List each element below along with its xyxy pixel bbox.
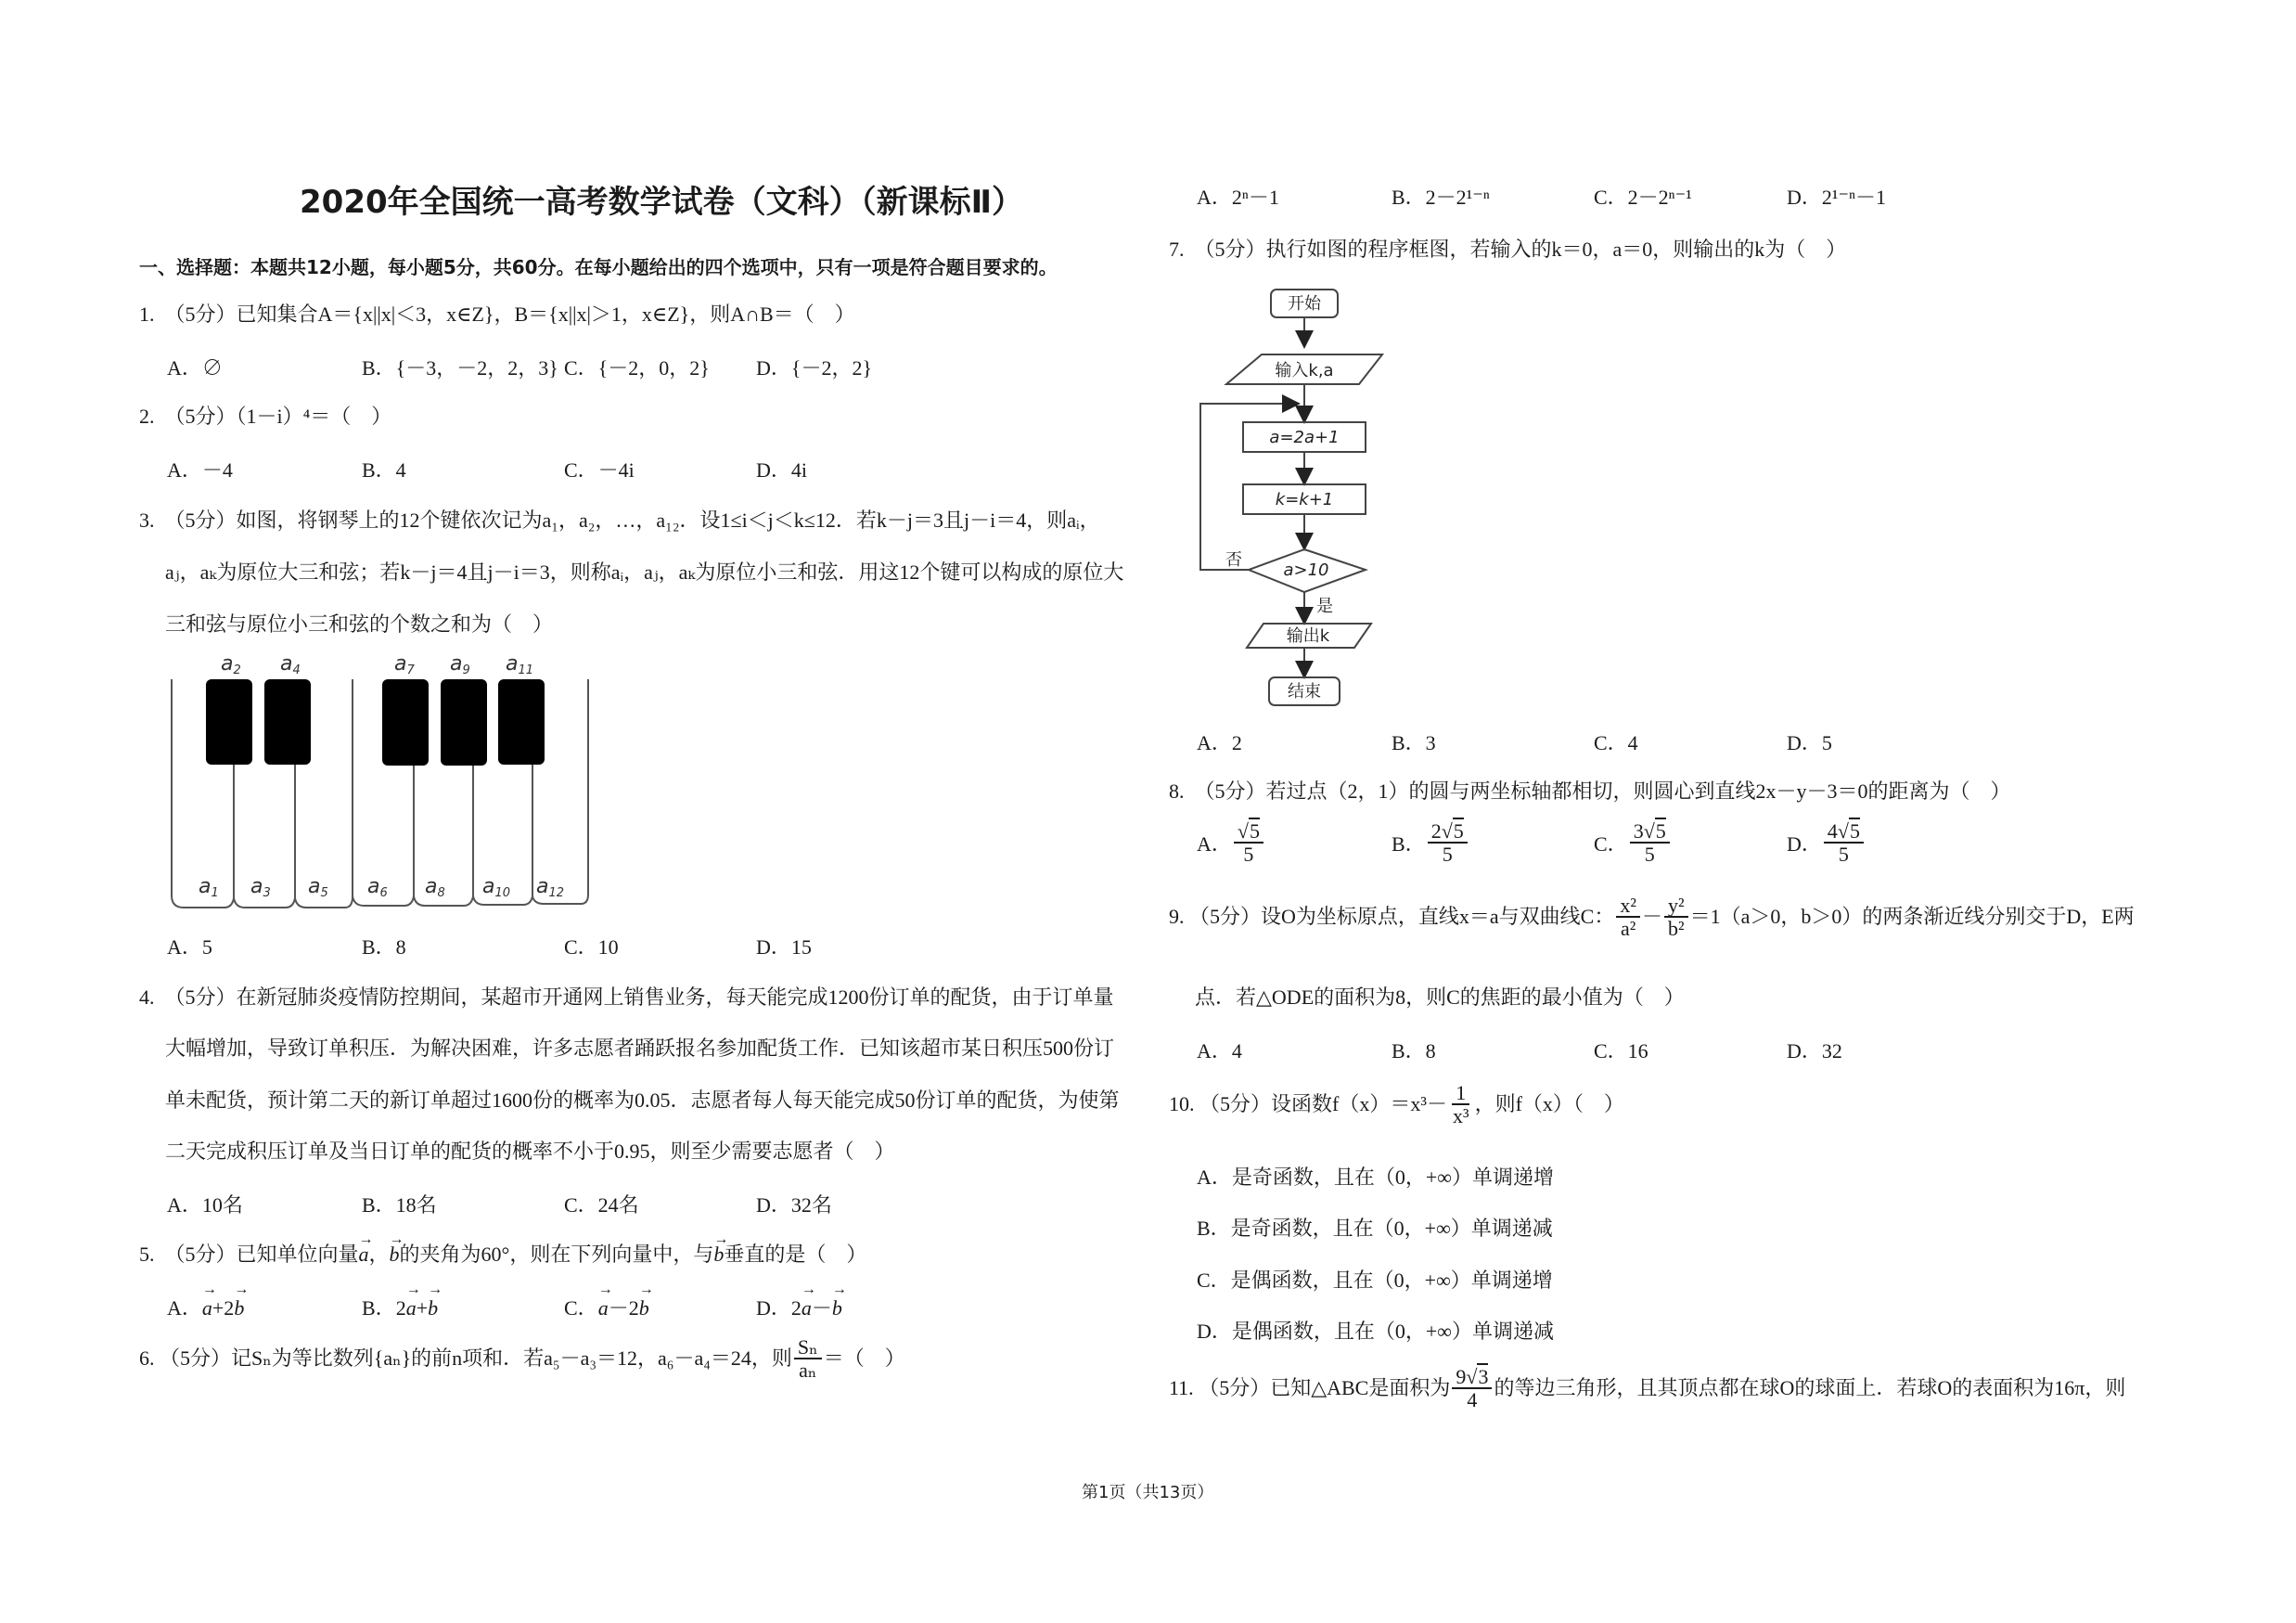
question-5: [139, 1241, 866, 1269]
svg-text:a10: a10: [482, 875, 511, 900]
fraction-x2-a2: [1616, 895, 1640, 939]
question-number: 5.: [139, 1243, 155, 1266]
svg-text:a8: a8: [425, 875, 445, 900]
option-3b[interactable]: B．8: [362, 935, 406, 959]
fraction-numerator: y²: [1664, 895, 1688, 918]
option-op: +2: [212, 1296, 235, 1320]
option-3d[interactable]: D．15: [756, 935, 812, 959]
fraction: [1824, 820, 1864, 865]
flowchart-no-label: 否: [1225, 550, 1242, 570]
vector-a: → a: [598, 1296, 609, 1320]
fraction-numerator: 3√5: [1630, 820, 1670, 844]
svg-text:a3: a3: [250, 875, 271, 900]
question-score: （5分）: [164, 985, 237, 1009]
coefficient: 4: [1827, 819, 1838, 843]
fraction: [1234, 820, 1263, 865]
question-8: [1169, 778, 2011, 805]
question-tail: ＝（ ）: [823, 1346, 905, 1371]
fraction-numerator: 4√5: [1824, 820, 1864, 844]
question-score: （5分）: [1189, 905, 1262, 929]
svg-text:a9: a9: [450, 652, 470, 677]
svg-text:a4: a4: [280, 652, 301, 677]
fraction-1-over-x3: [1449, 1082, 1473, 1127]
option-4b[interactable]: B．18名: [362, 1193, 437, 1217]
svg-text:a11: a11: [506, 652, 534, 677]
option-9c[interactable]: C．16: [1594, 1039, 1648, 1063]
radicand: 5: [1849, 819, 1860, 843]
option-9d[interactable]: D．32: [1787, 1039, 1842, 1063]
vector-b: → b: [639, 1296, 649, 1320]
svg-text:a12: a12: [536, 875, 565, 900]
option-label: D．: [1787, 831, 1822, 856]
option-6a[interactable]: A．2ⁿ－1: [1197, 186, 1279, 209]
option-1b[interactable]: B．{－3，－2，2，3}: [362, 356, 558, 380]
flowchart-step2-label: k=k+1: [1275, 490, 1334, 509]
piano-keyboard-figure: [167, 650, 594, 919]
flowchart-start-label: 开始: [1288, 294, 1321, 314]
question-text: 的夹角为60°，则在下列向量中，与: [399, 1243, 714, 1266]
svg-text:a5: a5: [308, 875, 328, 900]
vector-a: → a: [406, 1296, 417, 1320]
section-heading: 一、选择题：本题共12小题，每小题5分，共60分。在每小题给出的四个选项中，只有一项是符合题目要求的。: [139, 256, 1058, 278]
option-label: B．: [1392, 831, 1426, 856]
question-text-line-1: 如图，将钢琴上的12个键依次记为a₁，a₂，…，a₁₂．设1≤i＜j＜k≤12．若k－j＝3且j－i＝4，则aᵢ，: [236, 509, 1100, 532]
question-text-line-1: 在新冠肺炎疫情防控期间，某超市开通网上销售业务，每天能完成1200份订单的配货，由于订单量: [236, 985, 1114, 1009]
radicand: 5: [1249, 819, 1260, 843]
option-10b[interactable]: B．是奇函数，且在（0，+∞）单调递减: [1197, 1217, 1553, 1240]
page-title: 2020年全国统一高考数学试卷（文科）（新课标Ⅱ）: [300, 184, 1024, 221]
question-text: 垂直的是（ ）: [724, 1243, 867, 1266]
question-number: 6.: [139, 1346, 155, 1371]
question-text: 设函数f（x）＝x³－: [1271, 1092, 1447, 1116]
flowchart-step1-label: a=2a+1: [1269, 428, 1340, 447]
question-4-line-3: 单未配货，预计第二天的新订单超过1600份的概率为0.05．志愿者每人每天能完成50份订单的配货，为使第: [165, 1088, 1120, 1112]
option-op: －: [811, 1296, 832, 1320]
option-2c[interactable]: C．－4i: [564, 458, 635, 482]
question-4-line-4: 二天完成积压订单及当日订单的配货的概率不小于0.95，则至少需要志愿者（ ）: [165, 1140, 895, 1163]
vector-b: → b: [713, 1241, 724, 1269]
question-number: 3.: [139, 509, 155, 532]
svg-text:a6: a6: [367, 875, 388, 900]
question-text: （1－i）⁴＝（ ）: [236, 405, 392, 428]
option-9a[interactable]: A．4: [1197, 1039, 1242, 1063]
question-text: ＝1（a＞0，b＞0）的两条渐近线分别交于D，E两: [1689, 905, 2135, 929]
option-label: B．: [362, 1296, 396, 1320]
option-7d[interactable]: D．5: [1787, 731, 1832, 754]
option-label: C．: [1594, 831, 1628, 856]
vector-a: → a: [359, 1241, 369, 1269]
question-9: [1169, 895, 2135, 939]
question-text: 设O为坐标原点，直线x＝a与双曲线C：: [1261, 905, 1615, 929]
option-2d[interactable]: D．4i: [756, 458, 808, 482]
svg-text:a7: a7: [394, 652, 415, 677]
fraction-denominator: aₙ: [799, 1359, 817, 1383]
question-3-line-3: 三和弦与原位小三和弦的个数之和为（ ）: [165, 612, 554, 636]
fraction-sn-over-an: [794, 1336, 822, 1381]
fraction-numerator: 9√3: [1452, 1366, 1492, 1389]
fraction-denominator: b²: [1667, 917, 1685, 941]
minus-sign: －: [1641, 905, 1662, 929]
question-number: 4.: [139, 985, 155, 1009]
vector-b: → b: [234, 1296, 244, 1320]
question-score: （5分）: [1199, 1092, 1272, 1116]
option-7a[interactable]: A．2: [1197, 731, 1242, 754]
option-6c[interactable]: C．2－2ⁿ⁻¹: [1594, 186, 1692, 209]
fraction-numerator: 2√5: [1428, 820, 1468, 844]
fraction-numerator: x²: [1616, 895, 1640, 918]
option-4a[interactable]: A．10名: [167, 1193, 243, 1217]
option-4c[interactable]: C．24名: [564, 1193, 639, 1217]
option-10c[interactable]: C．是偶函数，且在（0，+∞）单调递增: [1197, 1269, 1553, 1292]
question-9-line-2: 点．若△ODE的面积为8，则C的焦距的最小值为（ ）: [1195, 985, 1685, 1009]
fraction-area: [1452, 1366, 1492, 1410]
question-score: （5分）: [1194, 779, 1266, 803]
flowchart-yes-label: 是: [1316, 597, 1333, 616]
svg-text:a1: a1: [199, 875, 219, 900]
question-text: 记Sₙ为等比数列{aₙ}的前n项和．若a₅－a₃＝12，a₆－a₄＝24，则: [231, 1346, 792, 1371]
option-5c[interactable]: [564, 1293, 649, 1321]
option-label: D．: [756, 1296, 791, 1320]
question-text: 执行如图的程序框图，若输入的k＝0，a＝0，则输出的k为（ ）: [1265, 238, 1847, 261]
option-7c[interactable]: C．4: [1594, 731, 1638, 754]
question-3: [139, 507, 1100, 535]
vector-a: → a: [802, 1296, 812, 1320]
question-score: （5分）: [1194, 238, 1266, 261]
radicand: 5: [1655, 819, 1666, 843]
option-label: C．: [564, 1296, 598, 1320]
radicand: 5: [1453, 819, 1464, 843]
question-text: ，: [368, 1243, 390, 1266]
fraction-denominator: 5: [1243, 843, 1254, 867]
option-6b[interactable]: B．2－2¹⁻ⁿ: [1392, 186, 1490, 209]
option-8b[interactable]: [1392, 820, 1469, 865]
option-5a[interactable]: [167, 1293, 244, 1321]
option-label: A．: [1197, 831, 1232, 856]
flowchart-condition-label: a>10: [1283, 560, 1329, 580]
option-5b[interactable]: [362, 1293, 438, 1321]
question-4-line-2: 大幅增加，导致订单积压．为解决困难，许多志愿者踊跃报名参加配货工作．已知该超市某日积压500份订: [165, 1037, 1115, 1060]
fraction: [1630, 820, 1670, 865]
question-text: ，则f（x）（ ）: [1474, 1092, 1624, 1116]
flowchart-output-label: 输出k: [1286, 626, 1330, 646]
question-score: （5分）: [164, 405, 237, 428]
option-8d[interactable]: [1787, 820, 1866, 865]
option-3c[interactable]: C．10: [564, 935, 619, 959]
option-1a[interactable]: A．∅: [167, 356, 223, 380]
question-10: [1169, 1082, 1624, 1127]
option-1d[interactable]: D．{－2，2}: [756, 356, 873, 380]
flowchart-input-label: 输入k,a: [1275, 361, 1334, 380]
option-2b[interactable]: B．4: [362, 458, 406, 482]
question-text: 已知集合A＝{x||x|＜3，x∈Z}，B＝{x||x|＞1，x∈Z}，则A∩B＝（ ）: [236, 303, 855, 326]
fraction: [1428, 820, 1468, 865]
option-coef: 2: [790, 1296, 802, 1320]
option-10d[interactable]: D．是偶函数，且在（0，+∞）单调递减: [1197, 1320, 1554, 1343]
option-10a[interactable]: A．是奇函数，且在（0，+∞）单调递增: [1197, 1166, 1554, 1189]
option-coef: 2: [395, 1296, 406, 1320]
fraction-denominator: x³: [1452, 1104, 1469, 1128]
option-op: +: [416, 1296, 429, 1320]
question-text: 的等边三角形，且其顶点都在球O的球面上．若球O的表面积为16π，则: [1494, 1376, 2126, 1400]
option-2a[interactable]: A．－4: [167, 458, 233, 482]
vector-b: → b: [428, 1296, 438, 1320]
question-text: 已知单位向量: [236, 1243, 359, 1266]
question-number: 8.: [1169, 779, 1185, 803]
option-7b[interactable]: B．3: [1392, 731, 1436, 754]
fraction-denominator: a²: [1620, 917, 1636, 941]
question-6: [139, 1336, 905, 1381]
vector-a: → a: [202, 1296, 212, 1320]
coefficient: 2: [1430, 819, 1442, 843]
question-number: 9.: [1169, 905, 1185, 929]
question-text: 已知△ABC是面积为: [1270, 1376, 1451, 1400]
fraction-numerator: √5: [1234, 820, 1263, 844]
question-4: [139, 984, 1114, 1011]
question-number: 2.: [139, 405, 155, 428]
fraction-numerator: Sₙ: [794, 1336, 822, 1359]
fraction-y2-b2: [1664, 895, 1688, 939]
fraction-numerator: 1: [1452, 1082, 1469, 1105]
question-1: [139, 301, 855, 328]
coefficient: 3: [1633, 819, 1644, 843]
option-3a[interactable]: A．5: [167, 935, 212, 959]
fraction-denominator: 5: [1838, 843, 1849, 867]
question-score: （5分）: [1199, 1376, 1271, 1400]
fraction-denominator: 5: [1644, 843, 1655, 867]
option-label: A．: [167, 1296, 202, 1320]
vector-b: → b: [832, 1296, 842, 1320]
question-11: [1169, 1366, 2125, 1410]
question-2: [139, 403, 391, 431]
question-score: （5分）: [164, 1243, 237, 1266]
fraction-denominator: 5: [1442, 843, 1453, 867]
option-6d[interactable]: D．2¹⁻ⁿ－1: [1787, 186, 1887, 209]
flowchart-end-label: 结束: [1288, 682, 1321, 702]
option-8a[interactable]: [1197, 820, 1265, 865]
fraction-denominator: 4: [1467, 1388, 1478, 1412]
question-number: 11.: [1169, 1376, 1194, 1400]
flowchart-figure: [1187, 278, 1410, 715]
key-label: a2: [221, 652, 241, 677]
question-score: （5分）: [160, 1346, 232, 1371]
option-op: －2: [608, 1296, 639, 1320]
question-number: 10.: [1169, 1092, 1195, 1116]
coefficient: 9: [1456, 1365, 1467, 1388]
option-8c[interactable]: [1594, 820, 1672, 865]
vector-b: → b: [390, 1241, 400, 1269]
option-1c[interactable]: C．{－2，0，2}: [564, 356, 710, 380]
question-text: 若过点（2，1）的圆与两坐标轴都相切，则圆心到直线2x－y－3＝0的距离为（ ）: [1265, 779, 2011, 803]
question-number: 7.: [1169, 238, 1185, 261]
question-3-line-2: aⱼ，aₖ为原位大三和弦；若k－j＝4且j－i＝3，则称aᵢ，aⱼ，aₖ为原位小三和弦．用这12个键可以构成的原位大: [165, 560, 1124, 584]
question-score: （5分）: [164, 509, 237, 532]
option-5d[interactable]: [756, 1293, 842, 1321]
page-footer: 第1页（共13页）: [1082, 1483, 1214, 1502]
option-9b[interactable]: B．8: [1392, 1039, 1436, 1063]
question-7: [1169, 236, 1846, 264]
question-score: （5分）: [164, 303, 237, 326]
question-number: 1.: [139, 303, 155, 326]
option-4d[interactable]: D．32名: [756, 1193, 832, 1217]
radicand: 3: [1478, 1365, 1489, 1388]
